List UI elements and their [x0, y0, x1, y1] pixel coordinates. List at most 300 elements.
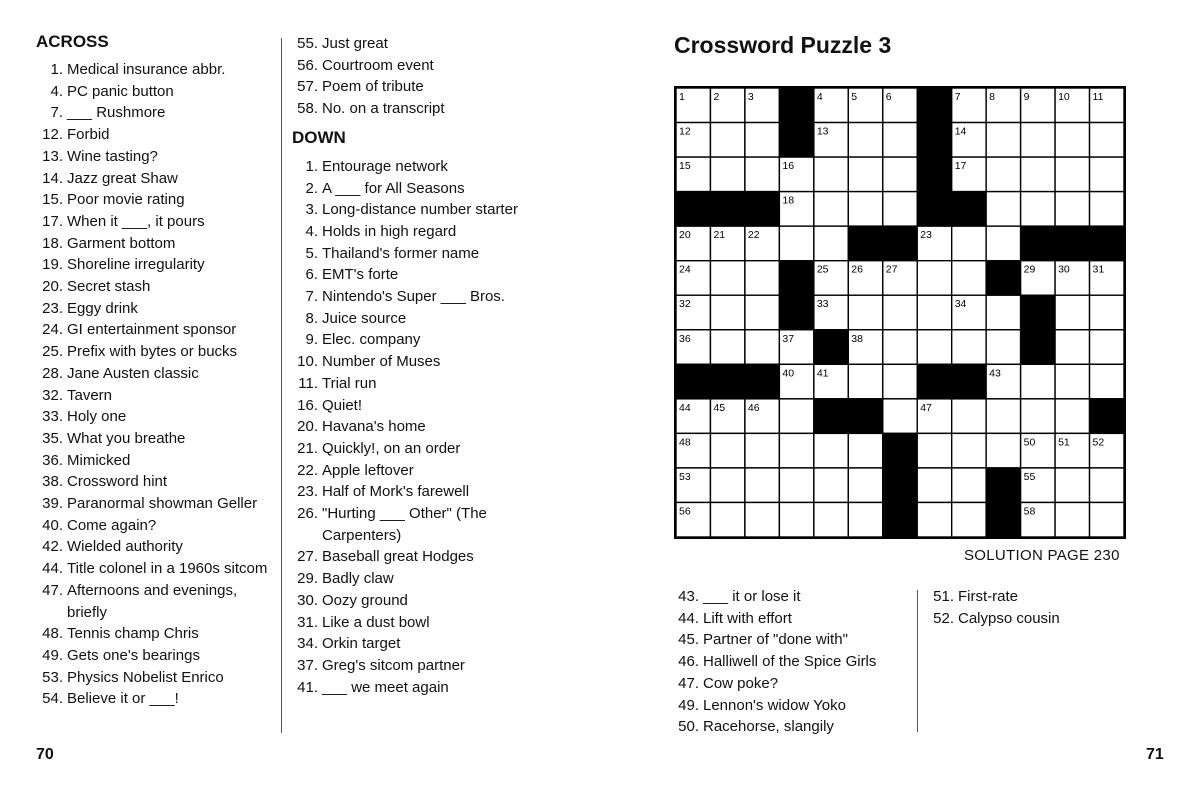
- grid-block-cell: [986, 502, 1020, 537]
- clue-number: 50.: [678, 718, 699, 736]
- clue-number: 49.: [42, 646, 63, 664]
- clue-text: Oozy ground: [322, 591, 408, 609]
- grid-cell[interactable]: [1055, 157, 1089, 192]
- down-clue: [292, 503, 562, 546]
- grid-cell-number: 48: [679, 436, 691, 449]
- grid-cell[interactable]: [883, 295, 917, 330]
- clue-text: Jane Austen classic: [67, 364, 199, 382]
- clue-text: "Hurting ___ Other" (The Carpenters): [322, 505, 487, 544]
- grid-cell-number: 28: [989, 263, 1001, 276]
- across-clue: [36, 493, 276, 515]
- clue-text: Mimicked: [67, 451, 131, 469]
- column-divider: [281, 38, 282, 733]
- down-clue: [292, 633, 562, 655]
- grid-cell[interactable]: [986, 157, 1020, 192]
- clue-text: Long-distance number starter: [322, 201, 518, 219]
- page-number-left: 70: [36, 746, 54, 763]
- down-clue: [674, 586, 909, 608]
- clue-number: 7.: [50, 104, 63, 122]
- clue-number: 55.: [297, 35, 318, 52]
- down-clue: [292, 438, 562, 460]
- grid-cell-number: 9: [1023, 91, 1030, 103]
- grid-cell[interactable]: [986, 330, 1020, 365]
- across-clue: [36, 623, 276, 645]
- clue-number: 9.: [305, 331, 318, 349]
- clue-number: 17.: [42, 212, 63, 230]
- clue-text: Believe it or ___!: [67, 690, 179, 708]
- clue-text: Baseball great Hodges: [322, 548, 474, 566]
- grid-cell[interactable]: [952, 330, 986, 365]
- clue-number: 47.: [42, 581, 63, 599]
- grid-cell[interactable]: [1090, 330, 1124, 365]
- clue-text: Crossword hint: [67, 473, 168, 491]
- clue-text: PC panic button: [67, 82, 174, 100]
- grid-cell[interactable]: [1021, 192, 1055, 227]
- clue-number: 44.: [678, 609, 699, 627]
- grid-cell-number: 54: [885, 470, 898, 483]
- crossword-grid[interactable]: [674, 86, 1126, 539]
- grid-cell-number: 46: [747, 401, 760, 414]
- solution-page-reference: SOLUTION PAGE 230: [964, 547, 1120, 564]
- clues-middle-column: [292, 33, 562, 698]
- clue-number: 13.: [42, 147, 63, 165]
- grid-cell[interactable]: [1090, 123, 1124, 158]
- clue-number: 20.: [42, 278, 63, 296]
- grid-cell[interactable]: [1055, 468, 1089, 503]
- clue-number: 56.: [297, 56, 318, 74]
- grid-block-cell: [883, 226, 917, 261]
- grid-cell[interactable]: [917, 330, 951, 365]
- grid-cell[interactable]: [814, 433, 848, 468]
- grid-cell[interactable]: [745, 157, 779, 192]
- clue-number: 14.: [42, 169, 63, 187]
- down-clue: [292, 590, 562, 612]
- down-clue: [674, 651, 909, 673]
- grid-block-cell: [1055, 226, 1089, 261]
- clue-text: Prefix with bytes or bucks: [67, 343, 238, 361]
- clue-number: 1.: [305, 157, 318, 175]
- grid-cell[interactable]: [710, 433, 744, 468]
- grid-cell-number: 57: [885, 505, 898, 518]
- across-clue: [36, 81, 276, 103]
- clue-text: Quickly!, on an order: [322, 439, 461, 457]
- grid-cell[interactable]: [848, 295, 882, 330]
- across-clue: [36, 406, 276, 428]
- grid-cell-number: 14: [954, 125, 967, 138]
- grid-cell-number: 29: [1023, 263, 1036, 276]
- grid-cell[interactable]: [883, 192, 917, 227]
- across-clue: [36, 428, 276, 450]
- down-clue: [674, 716, 909, 738]
- clue-number: 38.: [42, 473, 63, 491]
- clue-number: 44.: [42, 560, 63, 578]
- grid-cell[interactable]: [710, 157, 744, 192]
- grid-cell[interactable]: [952, 226, 986, 261]
- down-clue: [292, 481, 562, 503]
- grid-cell[interactable]: [1055, 502, 1089, 537]
- grid-cell[interactable]: [986, 433, 1020, 468]
- clue-text: Orkin target: [322, 635, 401, 653]
- grid-block-cell: [710, 192, 744, 227]
- clue-text: Thailand's former name: [322, 244, 480, 262]
- grid-cell[interactable]: [710, 502, 744, 537]
- grid-cell[interactable]: [986, 192, 1020, 227]
- grid-cell[interactable]: [952, 399, 986, 434]
- grid-block-cell: [779, 261, 813, 296]
- clue-text: Calypso cousin: [958, 609, 1060, 627]
- grid-cell[interactable]: [745, 502, 779, 537]
- clue-number: 3.: [305, 201, 318, 219]
- grid-cell[interactable]: [745, 123, 779, 158]
- grid-cell-number: 44: [679, 401, 691, 414]
- down-clue-list-final: [930, 586, 1120, 629]
- down-clue: [930, 586, 1120, 608]
- grid-cell-number: 7: [954, 91, 961, 103]
- grid-cell[interactable]: [814, 502, 848, 537]
- across-clue: [36, 233, 276, 255]
- grid-cell[interactable]: [917, 502, 951, 537]
- grid-cell-number: 34: [954, 298, 967, 311]
- clue-text: Shoreline irregularity: [67, 256, 205, 274]
- grid-cell[interactable]: [814, 226, 848, 261]
- clue-text: Like a dust bowl: [322, 613, 430, 631]
- grid-cell[interactable]: [1090, 364, 1124, 399]
- clue-text: Afternoons and evenings, briefly: [67, 581, 238, 621]
- across-clue: [36, 515, 276, 537]
- down-clue: [292, 655, 562, 677]
- grid-cell[interactable]: [814, 192, 848, 227]
- grid-cell[interactable]: [848, 364, 882, 399]
- down-clue: [674, 629, 909, 651]
- clue-text: GI entertainment sponsor: [67, 321, 237, 339]
- down-clue: [292, 308, 562, 330]
- clue-number: 41.: [297, 678, 318, 696]
- down-clue: [292, 612, 562, 634]
- grid-cell[interactable]: [1055, 192, 1089, 227]
- grid-cell-number: 11: [1092, 91, 1104, 103]
- clue-text: Apple leftover: [322, 461, 414, 479]
- clue-number: 5.: [305, 244, 318, 262]
- grid-cell[interactable]: [986, 123, 1020, 158]
- clue-text: Badly claw: [322, 570, 394, 588]
- grid-cell[interactable]: [986, 295, 1020, 330]
- grid-cell-number: 43: [989, 367, 1001, 380]
- grid-cell[interactable]: [952, 433, 986, 468]
- grid-cell-number: 33: [816, 298, 829, 311]
- grid-cell[interactable]: [848, 433, 882, 468]
- clue-text: Entourage network: [322, 157, 448, 175]
- grid-cell[interactable]: [814, 468, 848, 503]
- puzzle-title: Crossword Puzzle 3: [674, 32, 892, 58]
- grid-cell[interactable]: [779, 433, 813, 468]
- clue-number: 12.: [42, 126, 63, 144]
- grid-cell[interactable]: [1090, 157, 1124, 192]
- grid-cell[interactable]: [848, 157, 882, 192]
- grid-cell[interactable]: [952, 468, 986, 503]
- down-clues-final-column: [930, 586, 1120, 629]
- grid-cell[interactable]: [917, 433, 951, 468]
- clue-text: Nintendo's Super ___ Bros.: [322, 288, 505, 306]
- across-clue: [36, 580, 276, 623]
- grid-cell[interactable]: [1021, 123, 1055, 158]
- grid-cell-number: 37: [782, 332, 795, 345]
- across-clue: [36, 341, 276, 363]
- grid-block-cell: [814, 330, 848, 365]
- grid-cell-number: 40: [782, 367, 795, 380]
- clue-number: 47.: [678, 674, 699, 692]
- grid-cell-number: 15: [679, 160, 691, 173]
- clue-text: Holds in high regard: [322, 222, 457, 240]
- grid-cell-number: 26: [851, 263, 863, 276]
- clue-text: Lift with effort: [703, 609, 792, 627]
- grid-cell-number: 3: [747, 91, 754, 103]
- grid-cell[interactable]: [779, 502, 813, 537]
- clue-number: 53.: [42, 668, 63, 686]
- grid-cell[interactable]: [779, 226, 813, 261]
- grid-cell-number: 30: [1058, 263, 1070, 276]
- grid-block-cell: [779, 295, 813, 330]
- clue-number: 30.: [297, 591, 318, 609]
- grid-cell-number: 20: [679, 229, 691, 242]
- grid-cell[interactable]: [710, 295, 744, 330]
- down-heading: DOWN: [292, 127, 346, 147]
- grid-cell[interactable]: [1055, 123, 1089, 158]
- grid-cell-number: 58: [1023, 505, 1036, 518]
- grid-cell[interactable]: [917, 295, 951, 330]
- grid-cell-number: 56: [679, 505, 691, 518]
- grid-cell-number: 8: [989, 91, 995, 103]
- grid-block-cell: [848, 226, 882, 261]
- down-clue: [292, 568, 562, 590]
- grid-cell[interactable]: [917, 261, 951, 296]
- clue-number: 52.: [933, 609, 954, 627]
- clue-text: Garment bottom: [67, 234, 176, 252]
- clue-number: 48.: [42, 625, 63, 643]
- grid-cell[interactable]: [848, 468, 882, 503]
- grid-block-cell: [1090, 399, 1124, 434]
- grid-cell[interactable]: [814, 157, 848, 192]
- grid-cell-number: 32: [679, 298, 691, 311]
- clue-number: 24.: [42, 321, 63, 339]
- clue-number: 43.: [678, 588, 699, 605]
- clue-number: 51.: [933, 588, 954, 605]
- grid-cell-number: 16: [782, 160, 795, 173]
- grid-cell[interactable]: [1021, 157, 1055, 192]
- across-clue: [292, 33, 562, 55]
- clue-text: Poor movie rating: [67, 191, 185, 209]
- grid-cell-number: 18: [782, 194, 795, 207]
- grid-cell[interactable]: [710, 123, 744, 158]
- across-clue: [36, 558, 276, 580]
- down-clue-list: [292, 156, 562, 699]
- clue-number: 4.: [50, 82, 63, 100]
- grid-cell-number: 23: [920, 229, 932, 242]
- grid-cell[interactable]: [745, 261, 779, 296]
- grid-cell[interactable]: [1055, 364, 1089, 399]
- across-clue: [36, 385, 276, 407]
- grid-cell[interactable]: [883, 123, 917, 158]
- clue-number: 34.: [297, 635, 318, 653]
- clue-text: First-rate: [958, 588, 1018, 605]
- grid-cell[interactable]: [1090, 192, 1124, 227]
- across-clue: [36, 363, 276, 385]
- clue-text: Half of Mork's farewell: [322, 483, 470, 501]
- clue-text: Racehorse, slangily: [703, 718, 834, 736]
- grid-cell[interactable]: [710, 468, 744, 503]
- grid-cell[interactable]: [1055, 295, 1089, 330]
- grid-cell[interactable]: [1021, 364, 1055, 399]
- clue-number: 22.: [297, 461, 318, 479]
- clue-text: Tavern: [67, 386, 113, 404]
- grid-block-cell: [1090, 226, 1124, 261]
- clue-number: 36.: [42, 451, 63, 469]
- grid-cell[interactable]: [1021, 399, 1055, 434]
- grid-block-cell: [917, 157, 951, 192]
- clue-text: ___ it or lose it: [703, 588, 801, 605]
- grid-cell[interactable]: [779, 399, 813, 434]
- clue-text: Medical insurance abbr.: [67, 61, 226, 78]
- clue-number: 10.: [297, 353, 318, 371]
- grid-cell[interactable]: [883, 399, 917, 434]
- clue-number: 37.: [297, 656, 318, 674]
- grid-cell-number: 39: [1023, 332, 1036, 345]
- across-heading: ACROSS: [36, 32, 109, 51]
- clue-text: What you breathe: [67, 429, 186, 447]
- across-clue: [36, 450, 276, 472]
- grid-cell[interactable]: [745, 330, 779, 365]
- down-clue: [674, 608, 909, 630]
- across-clue: [292, 76, 562, 98]
- clue-number: 33.: [42, 408, 63, 426]
- grid-cell[interactable]: [1055, 399, 1089, 434]
- grid-cell-number: 55: [1023, 470, 1036, 483]
- grid-cell[interactable]: [883, 157, 917, 192]
- grid-cell-number: 49: [885, 436, 898, 449]
- clue-number: 31.: [297, 613, 318, 631]
- grid-cell[interactable]: [883, 330, 917, 365]
- grid-cell[interactable]: [986, 399, 1020, 434]
- across-clue: [292, 98, 562, 120]
- grid-cell[interactable]: [917, 468, 951, 503]
- across-clue: [36, 146, 276, 168]
- clue-number: 45.: [678, 631, 699, 649]
- grid-cell-number: 19: [954, 194, 967, 207]
- grid-cell-number: 51: [1058, 436, 1070, 449]
- grid-cell-number: 6: [885, 91, 892, 103]
- clue-number: 46.: [678, 653, 699, 671]
- grid-cell[interactable]: [883, 364, 917, 399]
- grid-block-cell: [917, 364, 951, 399]
- grid-cell[interactable]: [1090, 502, 1124, 537]
- grid-cell[interactable]: [745, 468, 779, 503]
- clue-text: Jazz great Shaw: [67, 169, 178, 187]
- grid-cell[interactable]: [779, 468, 813, 503]
- grid-cell[interactable]: [986, 226, 1020, 261]
- across-clue: [36, 59, 276, 81]
- across-clue: [36, 319, 276, 341]
- grid-cell[interactable]: [848, 192, 882, 227]
- down-clue: [292, 677, 562, 699]
- grid-cell[interactable]: [848, 123, 882, 158]
- grid-block-cell: [917, 123, 951, 158]
- clue-number: 7.: [305, 288, 318, 306]
- clue-text: Gets one's bearings: [67, 646, 200, 664]
- grid-block-cell: [848, 399, 882, 434]
- clue-text: Wielded authority: [67, 538, 183, 556]
- clue-number: 16.: [297, 396, 318, 414]
- grid-cell-number: 52: [1092, 436, 1105, 449]
- clue-number: 29.: [297, 570, 318, 588]
- clue-text: Greg's sitcom partner: [322, 656, 465, 674]
- grid-cell-number: 42: [954, 367, 967, 380]
- grid-cell[interactable]: [1090, 468, 1124, 503]
- clue-number: 58.: [297, 100, 318, 118]
- grid-cell-number: 41: [816, 367, 829, 380]
- clue-number: 35.: [42, 429, 63, 447]
- grid-cell[interactable]: [848, 502, 882, 537]
- across-clue: [36, 254, 276, 276]
- clue-number: 26.: [297, 505, 318, 523]
- across-clue: [36, 102, 276, 124]
- clue-number: 42.: [42, 538, 63, 556]
- across-clue-list: [36, 59, 276, 710]
- grid-block-cell: [676, 364, 710, 399]
- clue-text: Trial run: [322, 374, 377, 392]
- grid-block-cell: [779, 123, 813, 158]
- across-clues-column: [36, 32, 276, 710]
- clue-text: Holy one: [67, 408, 127, 426]
- across-clue: [36, 276, 276, 298]
- clue-number: 57.: [297, 78, 318, 96]
- clue-text: Physics Nobelist Enrico: [67, 668, 224, 686]
- grid-cell[interactable]: [1090, 295, 1124, 330]
- column-divider: [917, 590, 918, 732]
- down-clue: [292, 221, 562, 243]
- grid-cell[interactable]: [745, 295, 779, 330]
- down-clue: [292, 286, 562, 308]
- across-clue: [36, 168, 276, 190]
- grid-block-cell: [745, 364, 779, 399]
- clue-text: No. on a transcript: [322, 100, 445, 118]
- clue-number: 28.: [42, 364, 63, 382]
- down-clue: [292, 416, 562, 438]
- grid-cell[interactable]: [710, 261, 744, 296]
- grid-cell-number: 24: [679, 263, 691, 276]
- grid-cell[interactable]: [710, 330, 744, 365]
- grid-cell-number: 5: [851, 91, 858, 103]
- down-clue-list-continued: [674, 586, 909, 738]
- grid-cell[interactable]: [952, 261, 986, 296]
- grid-cell-number: 27: [885, 263, 898, 276]
- clue-text: Courtroom event: [322, 56, 434, 74]
- down-clue: [292, 264, 562, 286]
- clue-number: 20.: [297, 418, 318, 436]
- across-clue-list-continued: [292, 33, 562, 120]
- grid-cell[interactable]: [952, 502, 986, 537]
- grid-cell-number: 21: [713, 229, 726, 242]
- grid-cell-number: 1: [679, 91, 685, 103]
- grid-cell[interactable]: [745, 433, 779, 468]
- across-clue: [292, 55, 562, 77]
- clue-text: Poem of tribute: [322, 78, 424, 96]
- grid-cell[interactable]: [1055, 330, 1089, 365]
- clue-number: 4.: [305, 222, 318, 240]
- down-clues-continued-column: [674, 586, 909, 738]
- across-clue: [36, 688, 276, 710]
- clue-number: 15.: [42, 191, 63, 209]
- clue-text: Halliwell of the Spice Girls: [703, 653, 877, 671]
- clue-number: 39.: [42, 495, 63, 513]
